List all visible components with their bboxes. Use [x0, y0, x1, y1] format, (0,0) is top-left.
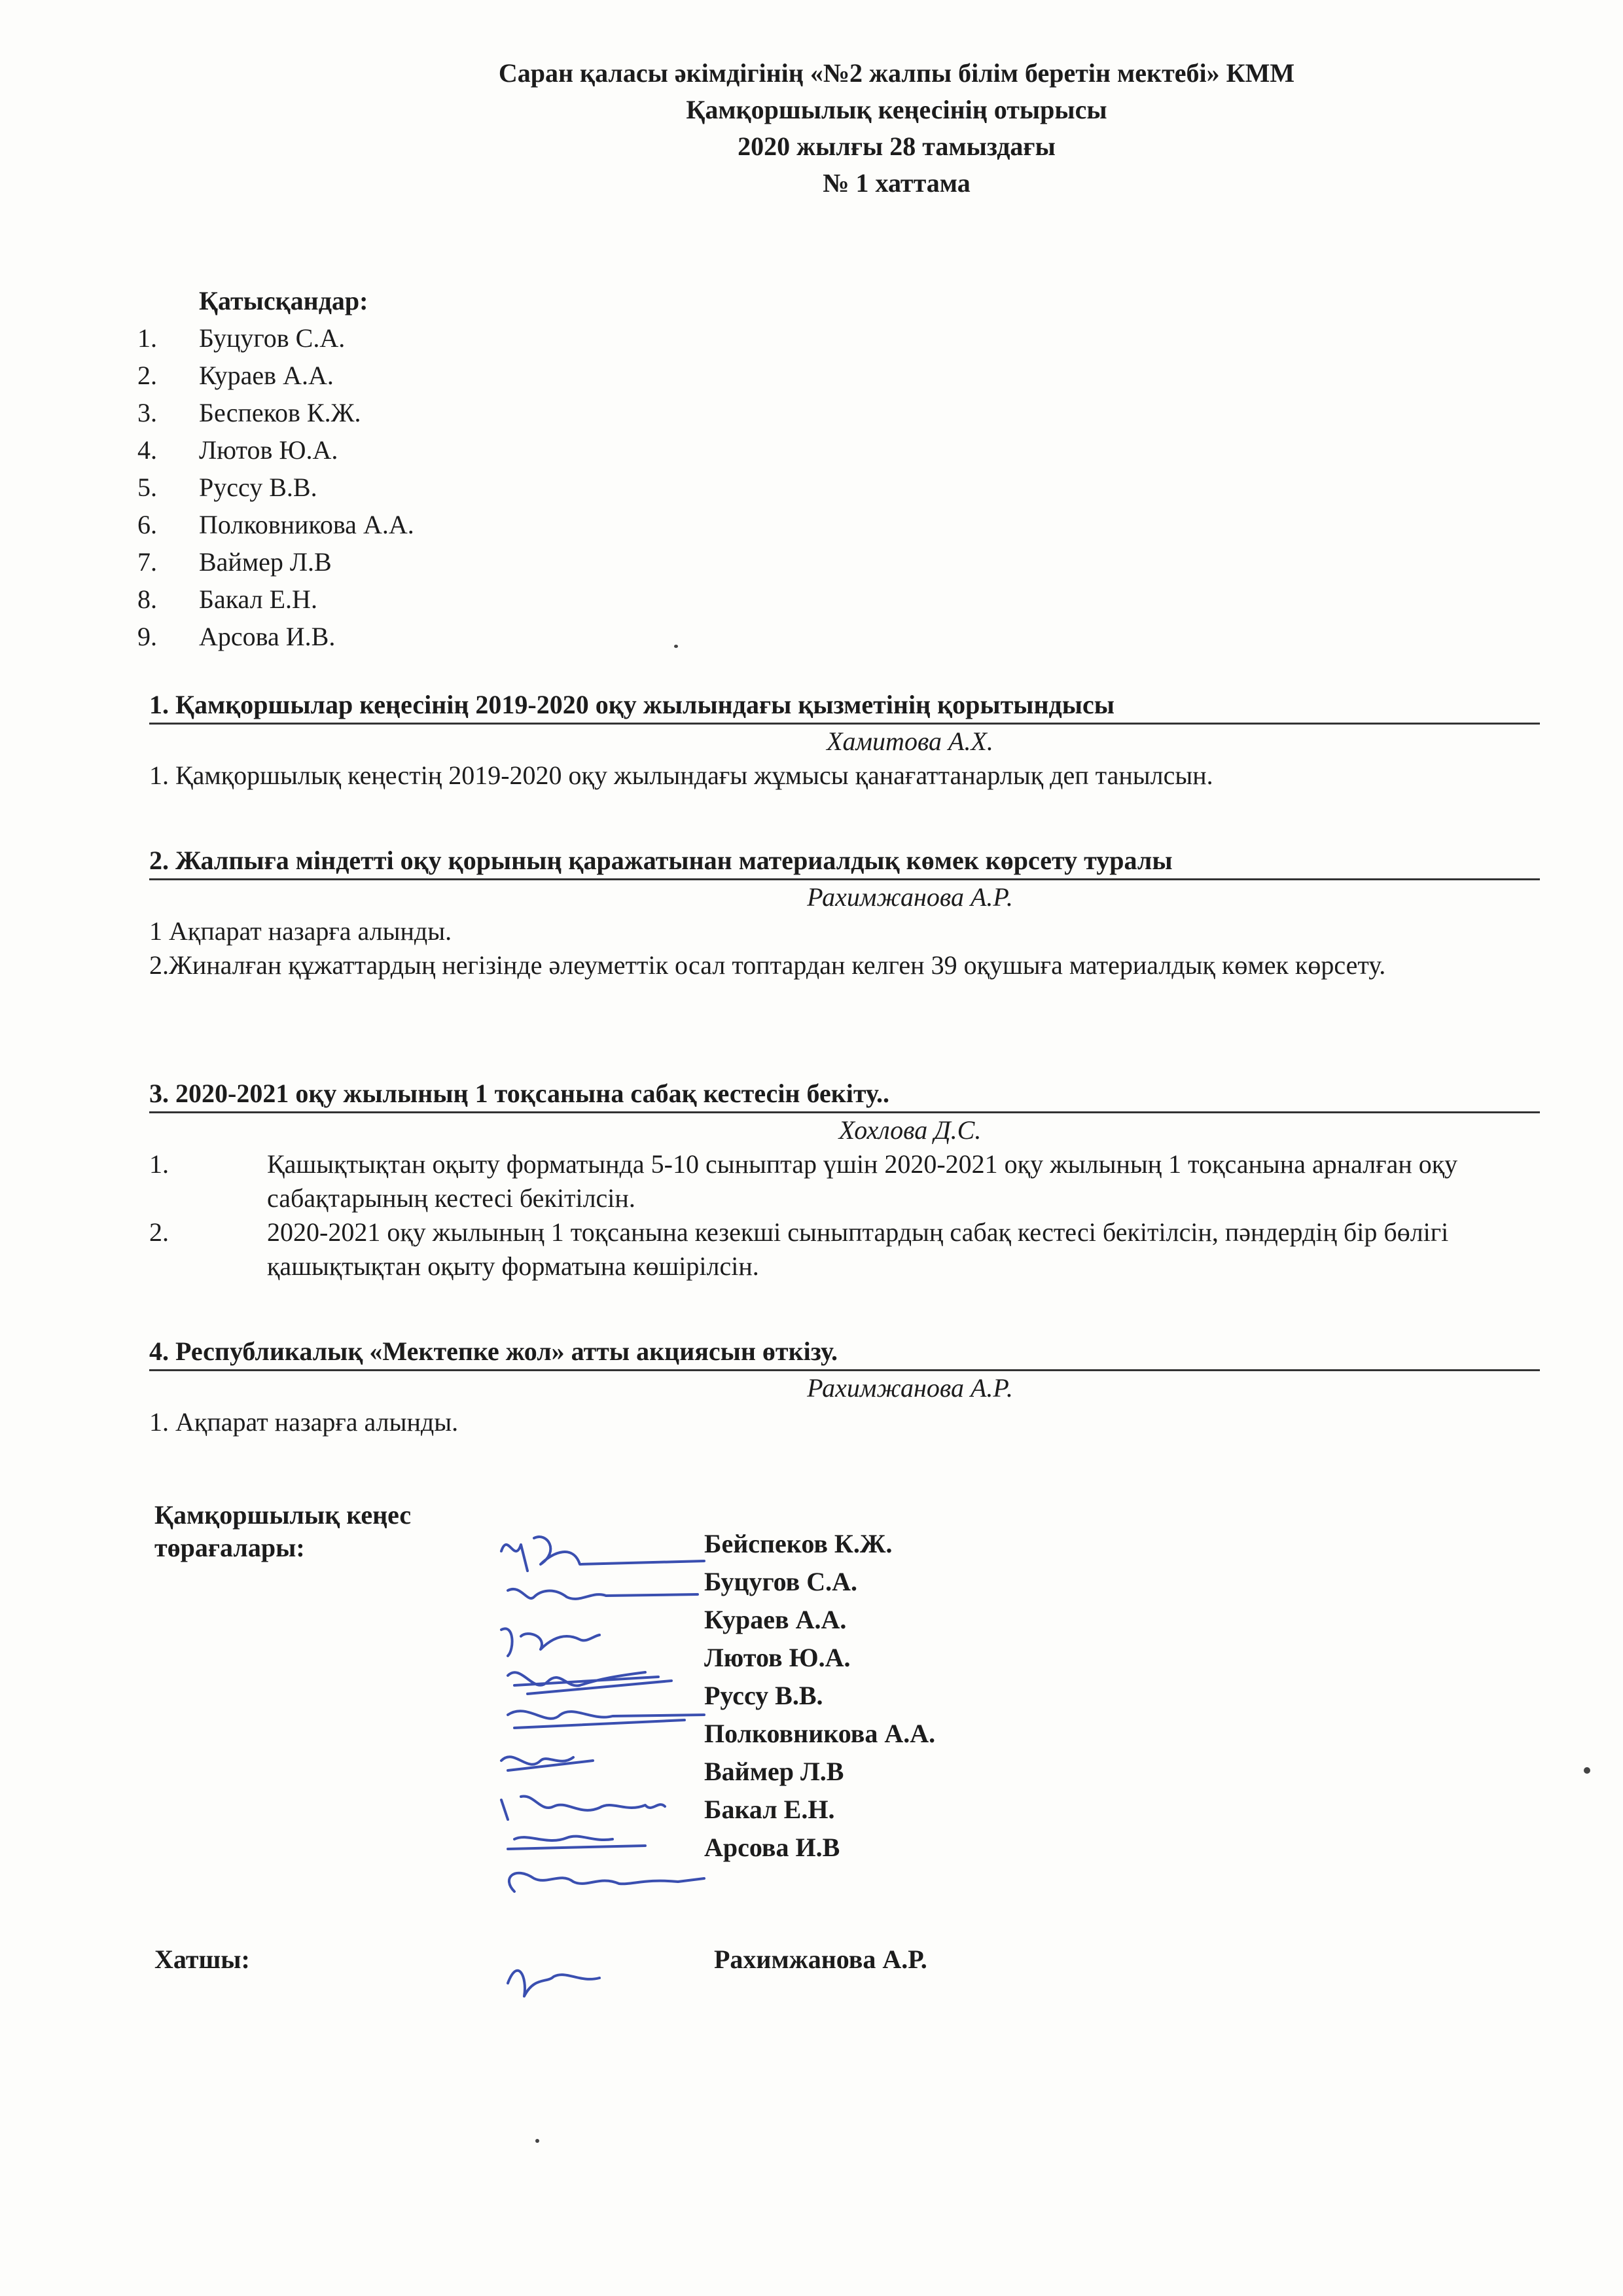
signatory-name: Кураев А.А.	[704, 1605, 847, 1634]
document-header	[0, 55, 1623, 202]
secretary-label: Хатшы:	[154, 1945, 250, 1974]
section-resolution: 2.Жиналған құжаттардың негізінде әлеуметтік осал топтардан келген 39 оқушыға материалдық көмек көрсету.	[149, 950, 1386, 980]
participants-list	[137, 319, 726, 655]
signatures-block	[154, 1499, 1529, 2022]
section-title: 2. Жалпыға міндетті оқу қорының қаражатынан материалдық көмек көрсету туралы	[149, 844, 1540, 880]
chair-signatories-list	[704, 1525, 935, 1867]
participant-item: 1. Буцугов С.А.	[137, 323, 346, 353]
signatory-name: Лютов Ю.А.	[704, 1643, 851, 1672]
section-speaker: Хохлова Д.С.	[838, 1115, 982, 1145]
agenda-section-3	[149, 1077, 1540, 1283]
section-speaker: Рахимжанова А.Р.	[807, 1373, 1013, 1403]
section-title: 4. Республикалық «Мектепке жол» атты акциясын өткізу.	[149, 1335, 1540, 1371]
participant-item: 5. Руссу В.В.	[137, 473, 317, 502]
participant-item: 6. Полковникова А.А.	[137, 510, 414, 539]
signatory-name: Полковникова А.А.	[704, 1719, 936, 1748]
participants-block	[137, 283, 726, 655]
section-resolution: 1. Қамқоршылық кеңестің 2019-2020 оқу жылындағы жұмысы қанағаттанарлық деп танылсын.	[149, 761, 1213, 790]
section-resolution: 1. Қашықтықтан оқыту форматында 5-10 сыныптар үшін 2020-2021 оқу жылының 1 тоқсанына арналған оқу сабақтарының кестесі бекітілсін.	[149, 1149, 1458, 1213]
section-resolution: 1. Ақпарат назарға алынды.	[149, 1407, 459, 1437]
header-protocol-number: № 1 хаттама	[823, 168, 971, 198]
participants-label: Қатысқандар:	[199, 286, 368, 315]
scan-speck	[674, 645, 678, 648]
section-resolution: 1 Ақпарат назарға алынды.	[149, 916, 452, 946]
participant-item: 4. Лютов Ю.А.	[137, 435, 338, 465]
signatory-name: Бейспеков К.Ж.	[704, 1529, 893, 1558]
header-date: 2020 жылғы 28 тамыздағы	[738, 132, 1056, 161]
header-meeting: Қамқоршылық кеңесінің отырысы	[686, 95, 1107, 124]
scan-speck	[535, 2139, 539, 2143]
signatory-name: Ваймер Л.В	[704, 1757, 844, 1786]
participant-item: 3. Беспеков К.Ж.	[137, 398, 361, 427]
participant-item: 2. Кураев А.А.	[137, 361, 334, 390]
header-organization: Саран қаласы әкімдігінің «№2 жалпы білім беретін мектебі» КММ	[498, 58, 1295, 88]
section-resolution: 2. 2020-2021 оқу жылының 1 тоқсанына кезекші сыныптардың сабақ кестесі бекітілсін, пәндердің бір бөлігі қашықтықтан оқыту форматына көшірілсін.	[149, 1217, 1449, 1281]
participant-item: 9. Арсова И.В.	[137, 622, 336, 651]
section-speaker: Хамитова А.Х.	[827, 726, 993, 756]
signatory-name: Буцугов С.А.	[704, 1567, 858, 1596]
agenda-section-1	[149, 689, 1540, 793]
agenda-section-4	[149, 1335, 1540, 1439]
section-title: 1. Қамқоршылар кеңесінің 2019-2020 оқу жылындағы қызметінің қорытындысы	[149, 689, 1540, 725]
signatory-name: Бакал Е.Н.	[704, 1795, 835, 1824]
section-speaker: Рахимжанова А.Р.	[807, 882, 1013, 912]
participant-item: 8. Бакал Е.Н.	[137, 584, 317, 614]
signatory-name: Руссу В.В.	[704, 1681, 823, 1710]
agenda-section-2	[149, 844, 1540, 982]
chair-label: Қамқоршылық кеңес төрағалары:	[154, 1500, 412, 1562]
signatory-name: Арсова И.В	[704, 1833, 840, 1862]
participant-item: 7. Ваймер Л.В	[137, 547, 332, 577]
secretary-name: Рахимжанова А.Р.	[714, 1945, 927, 1974]
section-title: 3. 2020-2021 оқу жылының 1 тоқсанына сабақ кестесін бекіту..	[149, 1077, 1540, 1113]
scan-speck	[1584, 1767, 1590, 1774]
